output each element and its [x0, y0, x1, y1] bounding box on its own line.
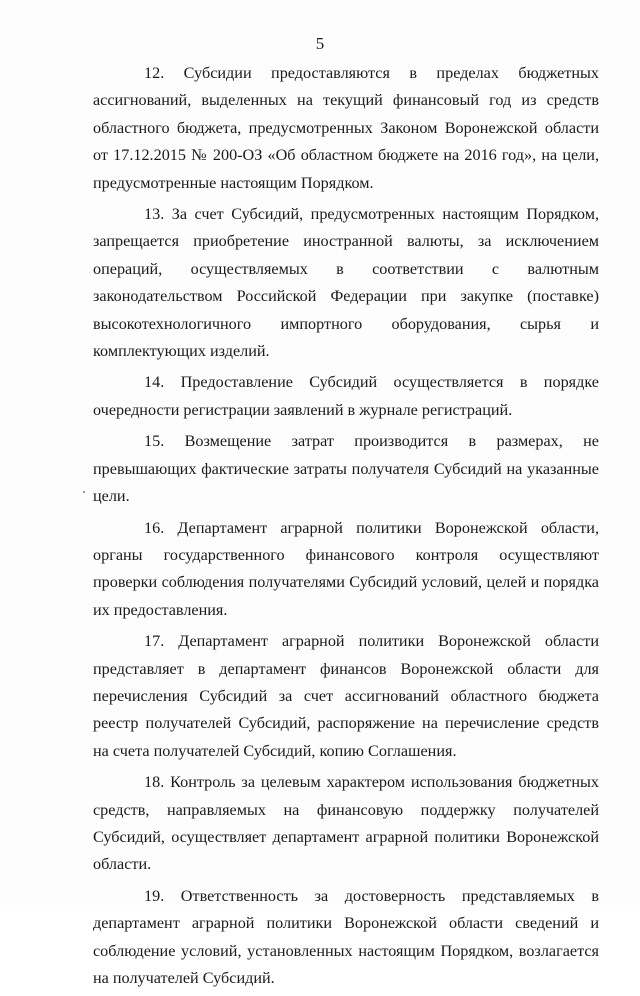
paragraph-15 [93, 428, 599, 510]
paragraph-17 [93, 628, 599, 765]
paragraph-14 [93, 369, 599, 424]
paragraph-14-text: 14. Предоставление Субсидий осуществляется в порядке очередности регистрации заявлений в журнале регистраций. [93, 373, 599, 419]
page-number: 5 [315, 34, 325, 53]
paragraph-15-text: 15. Возмещение затрат производится в размерах, не превышающих фактические затраты получателя Субсидий на указанные цели. [93, 432, 599, 506]
document-body [93, 60, 599, 996]
paragraph-17-text: 17. Департамент аграрной политики Воронежской области представляет в департамент финансов Воронежской области для перечисления Субсидий за счет ассигнований областного бюджета реестр получателей Субсидий, распоряжение на перечисление средств на счета получателей Субсидий, копию Соглашения. [93, 632, 599, 760]
scan-artifact-dot [83, 491, 85, 493]
paragraph-16-text: 16. Департамент аграрной политики Воронежской области, органы государственного финансового контроля осуществляют проверки соблюдения получателями Субсидий условий, целей и порядка их предоставления. [93, 518, 599, 619]
paragraph-12-text: 12. Субсидии предоставляются в пределах бюджетных ассигнований, выделенных на текущий финансовый год из средств областного бюджета, предусмотренных Законом Воронежской области от 17.12.2015 № 200-ОЗ «Об областном бюджете на 2016 год», на цели, предусмотренные настоящим Порядком. [93, 64, 599, 192]
paragraph-16 [93, 515, 599, 625]
paragraph-12 [93, 60, 599, 197]
paragraph-18 [93, 769, 599, 879]
paragraph-13-text: 13. За счет Субсидий, предусмотренных настоящим Порядком, запрещается приобретение иностранной валюты, за исключением операций, осуществляемых в соответствии с валютным законодательством Российской Федерации при закупке (поставке) высокотехнологичного импортного оборудования, сырья и комплектующих изделий. [93, 205, 599, 361]
paragraph-19 [93, 883, 599, 993]
paragraph-13 [93, 201, 599, 365]
paragraph-19-text: 19. Ответственность за достоверность представляемых в департамент аграрной политики Воронежской области сведений и соблюдение условий, установленных настоящим Порядком, возлагается на получателей Субсидий. [93, 886, 599, 987]
paragraph-18-text: 18. Контроль за целевым характером использования бюджетных средств, направляемых на финансовую поддержку получателей Субсидий, осуществляет департамент аграрной политики Воронежской области. [93, 773, 599, 874]
